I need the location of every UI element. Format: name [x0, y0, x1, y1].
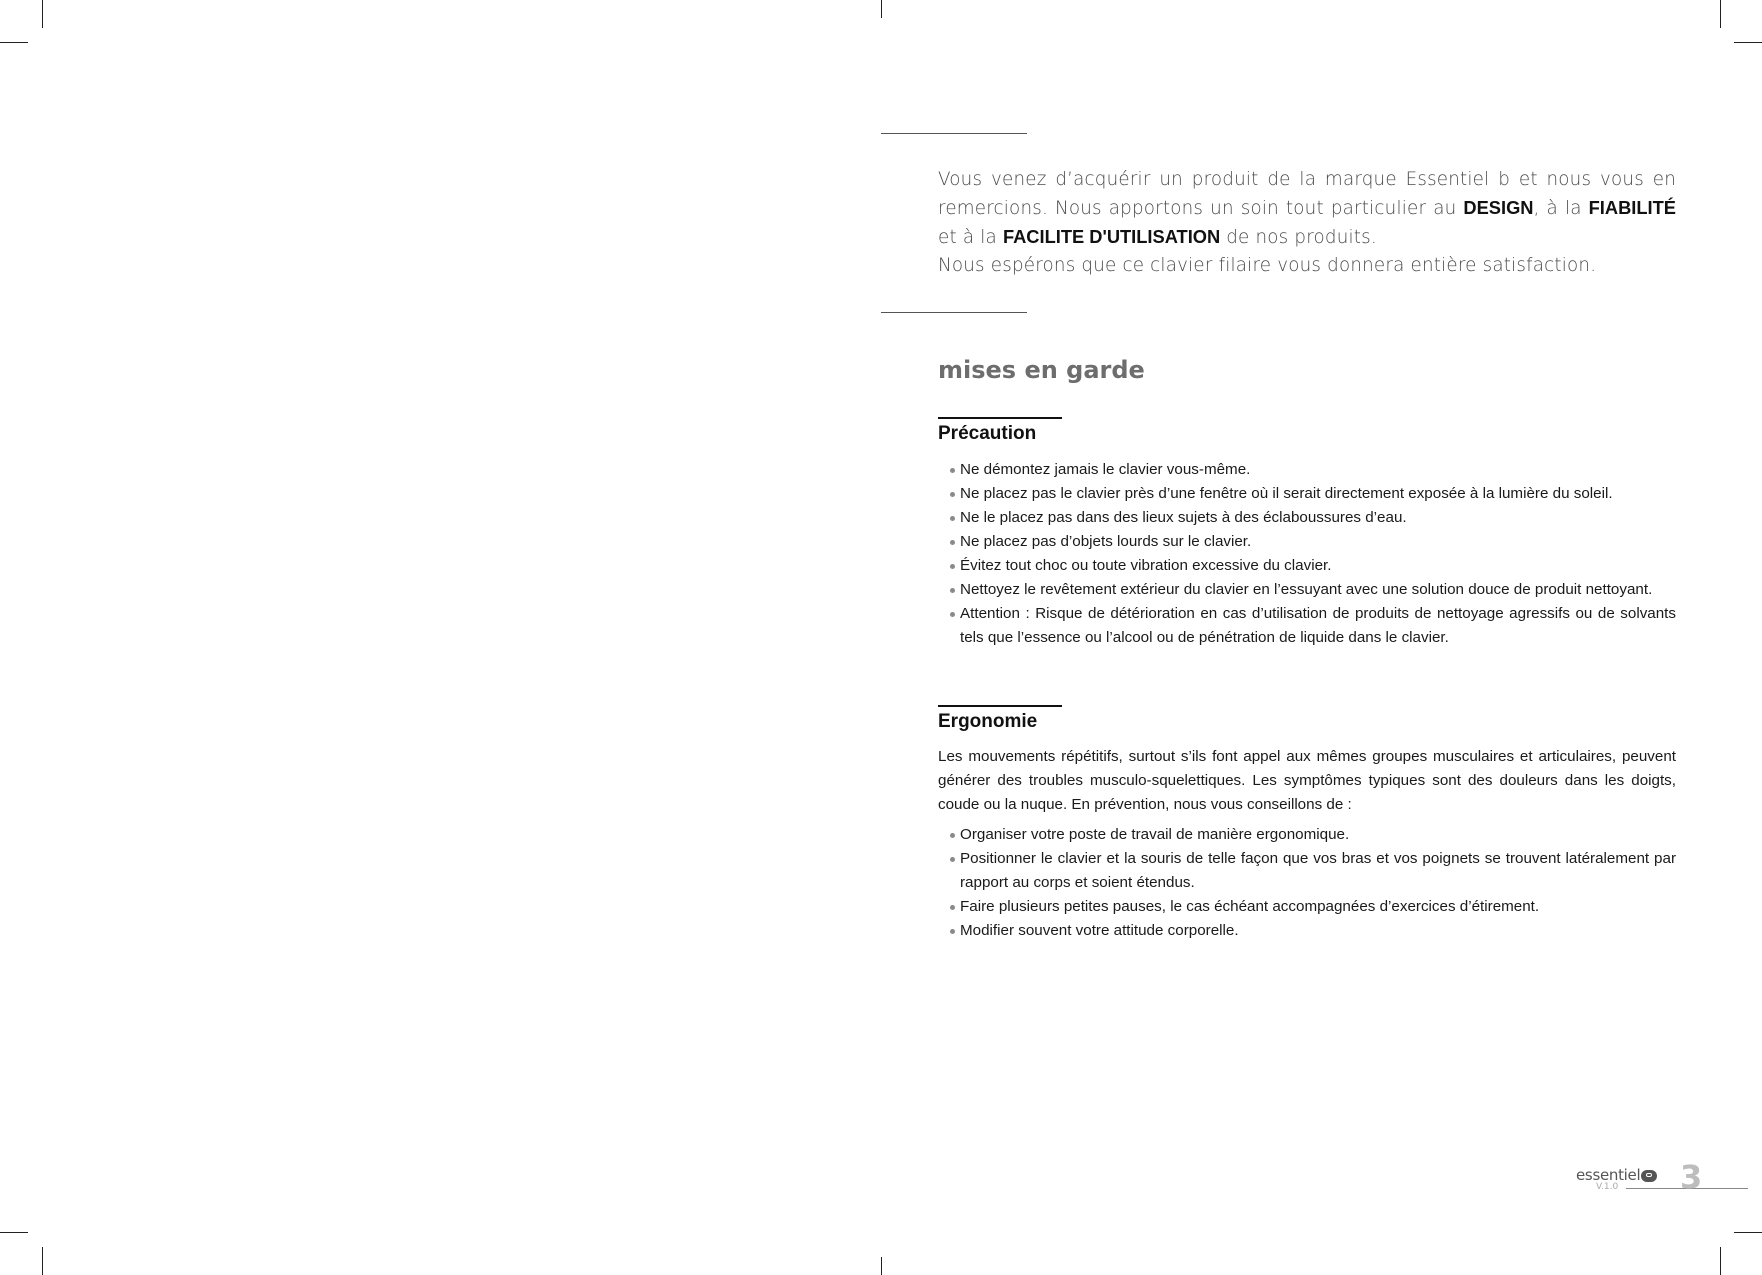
list-item-text: Ne placez pas le clavier près d’une fenêtre où il serait directement exposée à la lumière du soleil.	[960, 485, 1613, 502]
intro-text-run: Vous venez d’acquérir un produit de la marque Essentiel b et nous vous en remercions. Nous apportons un soin tout particulier au	[938, 169, 1676, 219]
intro-emphasis: FACILITE D'UTILISATION	[1002, 226, 1221, 247]
list-item-text: Ne le placez pas dans des lieux sujets à des éclaboussures d’eau.	[960, 509, 1407, 526]
intro-text	[938, 166, 1676, 280]
list-item	[950, 482, 1676, 506]
crop-mark	[1720, 1247, 1721, 1275]
precaution-title: Précaution	[938, 423, 1037, 444]
precaution-rule	[938, 417, 1062, 419]
page-number: 3	[1680, 1158, 1703, 1196]
list-item	[950, 602, 1676, 650]
crop-mark	[42, 1247, 43, 1275]
list-item-text: Organiser votre poste de travail de manière ergonomique.	[960, 826, 1350, 843]
bullet-icon	[950, 833, 955, 838]
list-item	[950, 458, 1676, 482]
list-item-text: Ne placez pas d’objets lourds sur le clavier.	[960, 533, 1252, 550]
crop-mark	[1734, 1232, 1762, 1233]
bullet-icon	[950, 857, 955, 862]
intro-paragraph	[938, 166, 1676, 252]
bullet-icon	[950, 588, 955, 593]
crop-mark	[0, 42, 28, 43]
list-item-text: Modifier souvent votre attitude corporelle.	[960, 922, 1239, 939]
brand-name: essentiel	[1576, 1166, 1641, 1184]
list-item	[950, 530, 1676, 554]
bullet-icon	[950, 612, 955, 617]
list-item	[950, 554, 1676, 578]
list-item-text: Positionner le clavier et la souris de telle façon que vos bras et vos poignets se trouvent latéralement par rapport au corps et soient étendus.	[960, 850, 1676, 891]
bullet-icon	[950, 516, 955, 521]
ergonomie-list	[950, 823, 1676, 943]
list-item	[950, 578, 1676, 602]
crop-mark	[42, 0, 43, 28]
list-item	[950, 895, 1676, 919]
bullet-icon	[950, 564, 955, 569]
list-item-text: Nettoyez le revêtement extérieur du clavier en l’essuyant avec une solution douce de produit nettoyant.	[960, 581, 1653, 598]
list-item	[950, 919, 1676, 943]
intro-satisfaction: Nous espérons que ce clavier filaire vous donnera entière satisfaction.	[938, 255, 1597, 276]
crop-mark	[881, 0, 882, 18]
list-item-text: Évitez tout choc ou toute vibration excessive du clavier.	[960, 557, 1332, 574]
intro-text-run: , à la	[1533, 198, 1589, 219]
bullet-icon	[950, 468, 955, 473]
crop-mark	[1720, 0, 1721, 28]
intro-emphasis: DESIGN	[1463, 197, 1534, 218]
version-label: V.1.0	[1596, 1182, 1619, 1192]
brand-b-icon	[1641, 1170, 1657, 1182]
intro-top-rule	[881, 133, 1027, 134]
bullet-icon	[950, 540, 955, 545]
bullet-icon	[950, 929, 955, 934]
crop-mark	[881, 1257, 882, 1275]
intro-emphasis: FIABILITÉ	[1588, 197, 1676, 218]
ergonomie-rule	[938, 705, 1062, 707]
intro-text-run: de nos produits.	[1220, 227, 1377, 248]
bullet-icon	[950, 492, 955, 497]
intro-bottom-rule	[881, 312, 1027, 313]
list-item-text: Faire plusieurs petites pauses, le cas échéant accompagnées d’exercices d’étirement.	[960, 898, 1540, 915]
ergonomie-title: Ergonomie	[938, 711, 1038, 732]
crop-mark	[1734, 42, 1762, 43]
section-title: mises en garde	[938, 356, 1145, 384]
bullet-icon	[950, 905, 955, 910]
list-item-text: Ne démontez jamais le clavier vous-même.	[960, 461, 1251, 478]
precaution-list	[950, 458, 1676, 650]
crop-mark	[0, 1232, 28, 1233]
intro-text-run: et à la	[938, 227, 1003, 248]
list-item	[950, 823, 1676, 847]
list-item	[950, 506, 1676, 530]
list-item-text: Attention : Risque de détérioration en cas d’utilisation de produits de nettoyage agressifs ou de solvants tels que l’essence ou l’alcool ou de pénétration de liquide dans le clavier.	[960, 605, 1676, 646]
list-item	[950, 847, 1676, 895]
ergonomie-paragraph: Les mouvements répétitifs, surtout s’ils font appel aux mêmes groupes musculaires et articulaires, peuvent générer des troubles musculo-squelettiques. Les symptômes typiques sont des douleurs dans les doigts, coude ou la nuque. En prévention, nous vous conseillons de :	[938, 748, 1676, 813]
